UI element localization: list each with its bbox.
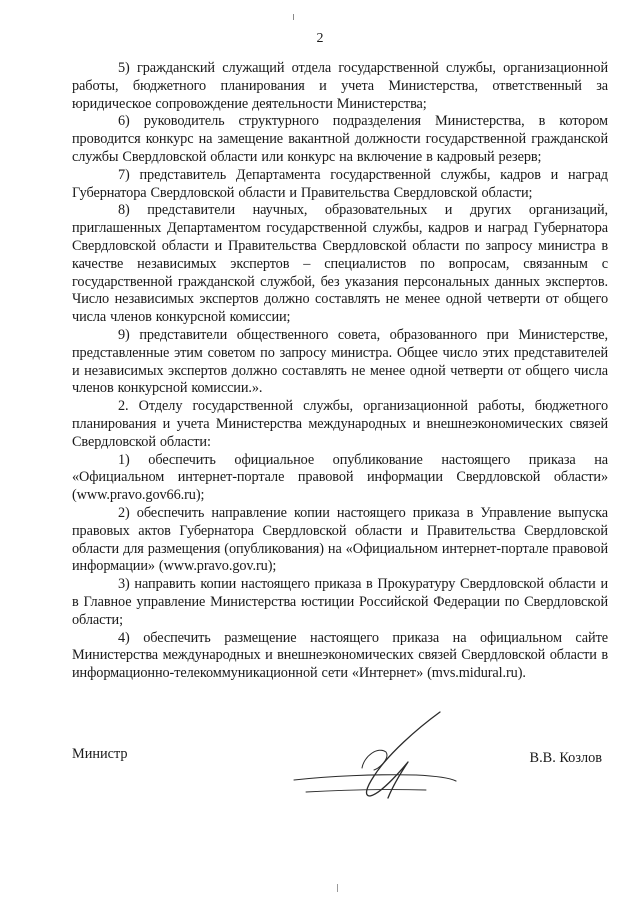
document-body [72, 60, 608, 683]
scan-mark [337, 884, 338, 892]
paragraph-subitem-3: 3) направить копии настоящего приказа в Прокуратуру Свердловской области и в Главное управление Министерства юстиции Российской Федерации по Свердловской области; [72, 576, 608, 628]
page-number: 2 [316, 31, 324, 46]
signatory-title: Министр [72, 746, 128, 762]
paragraph-subitem-2: 2) обеспечить направление копии настоящего приказа в Управление выпуска правовых актов Губернатора Свердловской области и Правительства Свердловской области для размещения (опубликования) на «Официальном интернет-портале правовой информации» (www.pravo.gov.ru); [72, 504, 608, 575]
paragraph-item-8: 8) представители научных, образовательных и других организаций, приглашенных Департаментом государственной службы, кадров и наград Губернатора Свердловской области и Правительства Свердловской области по запросу министра в качестве независимых экспертов – специалистов по вопросам, связанным с государственной гражданской службой, без указания персональных данных экспертов. Число независимых экспертов должно составлять не менее одной четверти от общего числа членов конкурсной комиссии; [72, 202, 608, 326]
paragraph-subitem-1: 1) обеспечить официальное опубликование настоящего приказа на «Официальном интернет-портале правовой информации Свердловской области» (www.pravo.gov66.ru); [72, 451, 608, 504]
paragraph-subitem-4: 4) обеспечить размещение настоящего приказа на официальном сайте Министерства международных и внешнеэкономических связей Свердловской области в информационно-телекоммуникационной сети «Интернет» (mvs.midural.ru). [72, 629, 608, 682]
paragraph-item-5: 5) гражданский служащий отдела государственной службы, организационной работы, бюджетного планирования и учета Министерства, ответственный за юридическое сопровождение деятельности Министерства; [72, 60, 608, 112]
paragraph-item-9: 9) представители общественного совета, образованного при Министерстве, представленные этим советом по запросу министра. Общее число этих представителей и независимых экспертов должно составлять не менее одной четверти от общего числа членов конкурсной комиссии.». [72, 326, 608, 397]
handwritten-signature [290, 706, 460, 816]
scan-mark [293, 14, 294, 20]
paragraph-item-7: 7) представитель Департамента государственной службы, кадров и наград Губернатора Свердловской области и Правительства Свердловской области; [72, 166, 608, 201]
signatory-name: В.В. Козлов [529, 750, 602, 766]
signature-block [72, 736, 608, 796]
paragraph-clause-2: 2. Отделу государственной службы, организационной работы, бюджетного планирования и учета Министерства международных и внешнеэкономических связей Свердловской области: [72, 398, 608, 450]
paragraph-item-6: 6) руководитель структурного подразделения Министерства, в котором проводится конкурс на замещение вакантной должности государственной гражданской службы Свердловской области или конкурс на включение в кадровый резерв; [72, 113, 608, 165]
